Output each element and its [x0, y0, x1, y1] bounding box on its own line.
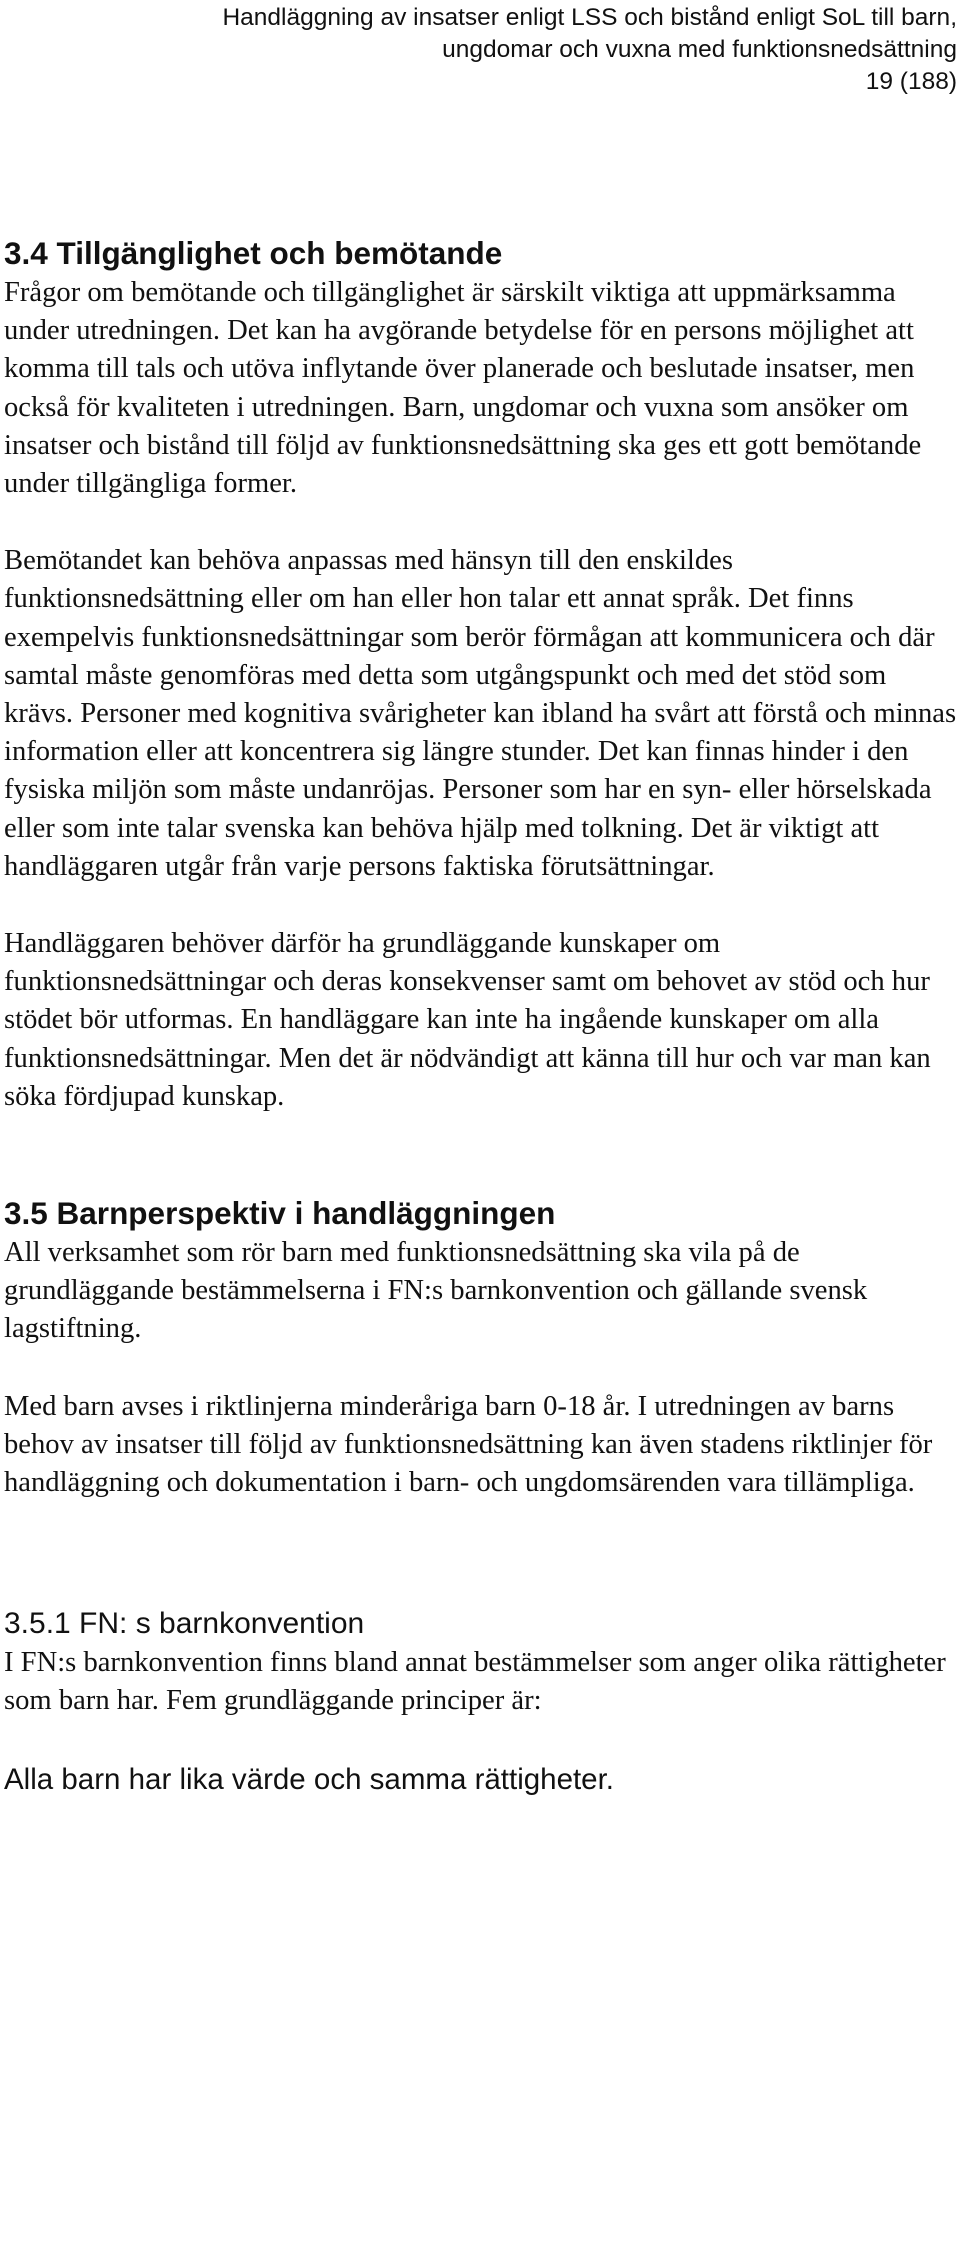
paragraph-spacer — [4, 503, 959, 542]
section-spacer — [4, 1502, 959, 1604]
paragraph-un-convention: I FN:s barnkonvention finns bland annat bestämmelser som anger olika rättigheter som barn har. Fem grundläggande principer är: — [4, 1647, 946, 1717]
paragraph-spacer — [4, 1349, 959, 1388]
paragraph-spacer — [4, 886, 959, 925]
page-number: 19 (188) — [865, 68, 957, 95]
page-header — [57, 2, 957, 98]
principle-item: Alla barn har lika värde och samma rättigheter. — [4, 1762, 614, 1796]
header-title-line1: Handläggning av insatser enligt LSS och bistånd enligt SoL till barn, — [222, 4, 957, 31]
section-heading-3-4: 3.4 Tillgänglighet och bemötande — [4, 235, 503, 271]
paragraph-accessibility-intro: Frågor om bemötande och tillgänglighet är särskilt viktiga att uppmärksamma under utredningen. Det kan ha avgörande betydelse för en persons möjlighet att komma till tals och utöva inflytande över planerade och beslutade insatser, men också för kvaliteten i utredningen. Barn, ungdomar och vuxna som ansöker om insatser och bistånd till följd av funktionsnedsättning ska ges ett gott bemötande under tillgängliga former. — [4, 277, 922, 500]
section-heading-3-5-1: 3.5.1 FN: s barnkonvention — [4, 1607, 365, 1641]
paragraph-adapted-treatment: Bemötandet kan behöva anpassas med hänsyn till den enskildes funktionsnedsättning eller om han eller hon talar ett annat språk. Det finns exempelvis funktionsnedsättningar som berör förmågan att kommunicera och där samtal måste genomföras med detta som utgångspunkt och med det stöd som krävs. Personer med kognitiva svårigheter kan ibland ha svårt att förstå och minnas information eller att koncentrera sig längre stunder. Det kan finnas hinder i den fysiska miljön som måste undanröjas. Personer som har en syn- eller hörselskada eller som inte talar svenska kan behöva hjälp med tolkning. Det är viktigt att handläggaren utgår från varje persons faktiska förutsättningar. — [4, 545, 957, 882]
document-body — [4, 232, 959, 1800]
section-spacer — [4, 1116, 959, 1192]
paragraph-spacer — [4, 1721, 959, 1760]
header-title-line2: ungdomar och vuxna med funktionsnedsättning — [442, 36, 957, 63]
paragraph-child-definition: Med barn avses i riktlinjerna minderåriga barn 0-18 år. I utredningen av barns behov av insatser till följd av funktionsnedsättning kan även stadens riktlinjer för handläggning och dokumentation i barn- och ungdomsärenden vara tillämpliga. — [4, 1390, 933, 1499]
paragraph-caseworker-knowledge: Handläggaren behöver därför ha grundläggande kunskaper om funktionsnedsättningar och deras konsekvenser samt om behovet av stöd och hur stödet bör utformas. En handläggare kan inte ha ingående kunskaper om alla funktionsnedsättningar. Men det är nödvändigt att känna till hur och var man kan söka fördjupad kunskap. — [4, 928, 931, 1112]
paragraph-child-perspective: All verksamhet som rör barn med funktionsnedsättning ska vila på de grundläggande bestämmelserna i FN:s barnkonvention och gällande svensk lagstiftning. — [4, 1237, 868, 1345]
section-heading-3-5: 3.5 Barnperspektiv i handläggningen — [4, 1195, 556, 1232]
